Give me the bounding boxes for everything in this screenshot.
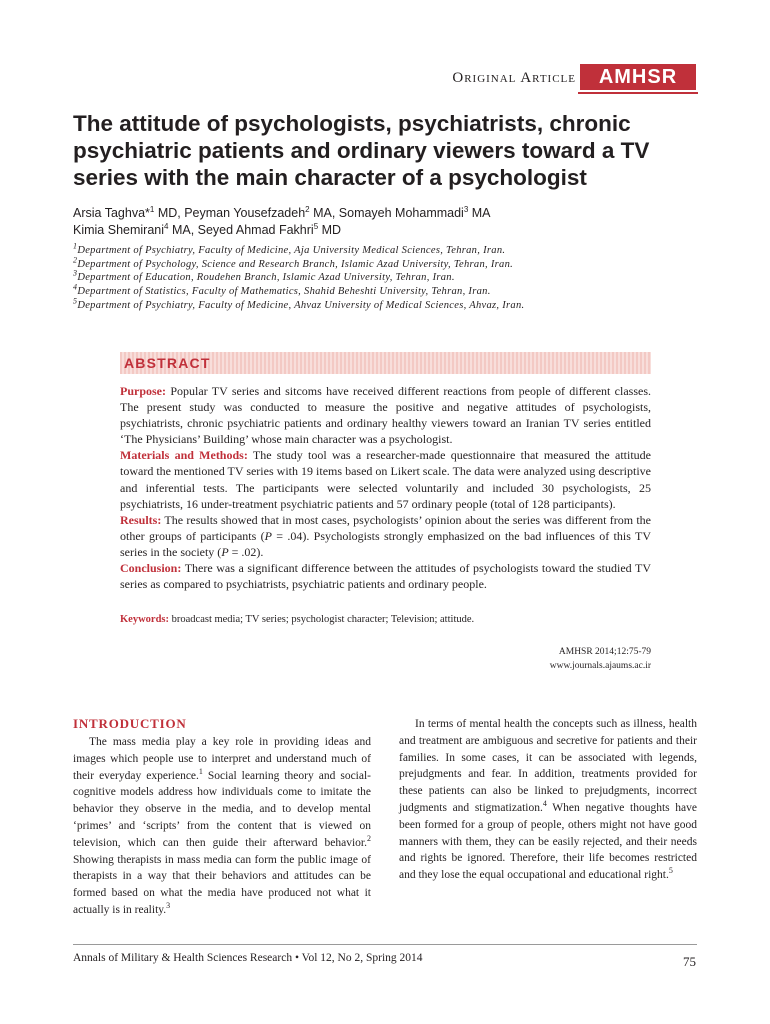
journal-url: www.journals.ajaums.ac.ir: [549, 660, 651, 671]
author-name: Kimia Shemirani: [73, 223, 165, 237]
abstract-purpose: [120, 383, 651, 447]
affiliation-item: [73, 268, 713, 285]
author-name: Peyman Yousefzadeh: [184, 206, 306, 220]
author-degree: MD,: [154, 206, 185, 220]
intro-column-left: [73, 734, 371, 919]
paragraph-text: The mass media play a key role in providing ideas and images which people use to interpret and understand much of their everyday experience.: [73, 736, 371, 782]
affiliation-number: 4: [73, 282, 78, 292]
footer-journal-info: Annals of Military & Health Sciences Research • Vol 12, No 2, Spring 2014: [73, 952, 423, 964]
citation-reference: AMHSR 2014;12:75-79: [558, 647, 651, 657]
author-name: Seyed Ahmad Fakhri: [197, 223, 314, 237]
affiliation-number: 5: [73, 296, 78, 306]
paragraph-text: When negative thoughts have been formed for a group of people, others might not have good manners with them, they can be easily rejected, and their needs and rights be ignored. Therefore, their life becomes restricted and they lose the equal occupational and educational right.: [399, 801, 697, 882]
article-title: The attitude of psychologists, psychiatrists, chronic psychiatric patients and ordinary viewers toward a TV series with the main character of a psychologist: [73, 111, 650, 190]
affiliation-item: [73, 296, 713, 313]
keywords: [120, 613, 651, 627]
intro-paragraph-1: [73, 734, 371, 919]
results-heading: Results:: [120, 512, 162, 527]
purpose-text: Popular TV series and sitcoms have received different reactions from people of different classes. The present study was conducted to measure the positive and negative attitudes of psychologists, psychiatrists, chronic psychiatric patients and ordinary healthy viewers toward an Iranian TV series entitled ‘The Physicians’ Building’ whose main character was a psychologist.: [120, 384, 651, 447]
author-degree: MA: [468, 206, 491, 220]
author-affil-sup: 3: [463, 204, 469, 214]
reference-sup: 3: [166, 901, 171, 911]
author-degree: MD: [318, 223, 342, 237]
intro-column-right: [399, 716, 697, 884]
reference-sup: 2: [367, 833, 371, 843]
affiliation-text: Department of Education, Roudehen Branch, Islamic Azad University, Tehran, Iran.: [77, 272, 455, 284]
introduction-heading: INTRODUCTION: [73, 716, 187, 731]
citation-block: [420, 646, 651, 673]
affiliation-list: [73, 241, 713, 313]
abstract-methods: [120, 447, 651, 511]
paragraph-text: In terms of mental health the concepts such as illness, health and treatment are ambiguous and secretive for patients and their families. In some cases, it can be associated with legends, prejudgments and fear. In addition, treatments provided for these patients can also be linked to prejudgments, incorrect judgments and stigmatization.: [399, 718, 697, 814]
affiliation-number: 2: [73, 255, 78, 265]
page-number: 75: [683, 954, 696, 969]
header-rule: [578, 92, 698, 94]
affiliation-text: Department of Statistics, Faculty of Mathematics, Shahid Beheshti University, Tehran, Iran.: [77, 286, 491, 298]
abstract-conclusion: [120, 560, 651, 592]
affiliation-text: Department of Psychology, Science and Research Branch, Islamic Azad University, Tehran, Iran.: [77, 258, 514, 270]
abstract-body: [120, 383, 651, 592]
reference-sup: 5: [668, 866, 673, 876]
results-text: = .02).: [228, 544, 264, 559]
author-line-2: [73, 222, 713, 239]
journal-logo: AMHSR: [580, 64, 696, 90]
keywords-text: broadcast media; TV series; psychologist character; Television; attitude.: [169, 614, 475, 625]
author-affil-sup: 1: [149, 204, 155, 214]
section-label: Original Article: [452, 70, 576, 86]
author-affil-sup: 2: [305, 204, 310, 214]
keywords-heading: Keywords:: [120, 614, 169, 625]
author-line-1: [73, 205, 713, 222]
methods-text: The study tool was a researcher-made questionnaire that measured the attitude toward the mentioned TV series with 19 items based on Likert scale. The data were analyzed using descriptive and inferential tests. The participants were selected voluntarily and included 30 psychologists, 25 psychiatrists, 16 under-treatment psychiatric patients and 57 ordinary people (total of 128 participants).: [120, 448, 651, 511]
abstract-results: [120, 512, 651, 560]
author-name: Arsia Taghva*: [73, 206, 150, 220]
footer-rule: [73, 944, 697, 945]
affiliation-item: [73, 255, 713, 272]
purpose-heading: Purpose:: [120, 384, 166, 398]
paragraph-text: Showing therapists in mass media can form the public image of therapists in a way that their behaviors and attitudes can be formed based on what the media have produced not what it actually is in reality.: [73, 853, 371, 916]
author-affil-sup: 5: [313, 221, 319, 231]
abstract-heading: ABSTRACT: [124, 355, 211, 371]
affiliation-text: Department of Psychiatry, Faculty of Medicine, Ahvaz University of Medical Sciences, Ahvaz, Iran.: [77, 299, 525, 311]
affiliation-number: 1: [73, 241, 78, 251]
p-value-symbol: P: [264, 528, 272, 543]
affiliation-number: 3: [73, 268, 78, 278]
p-value-symbol: P: [221, 544, 229, 559]
author-degree: MA,: [168, 223, 198, 237]
results-text: = .04). Psychologists strongly emphasized on the bad influences of this TV series in the society (: [120, 528, 651, 559]
author-degree: MA,: [309, 206, 339, 220]
paragraph-text: Social learning theory and social-cognitive models address how individuals come to imitate the behavior they observe in the media, and to develop mental ‘primes’ and ‘scripts’ from the content that is viewed on television, which can then guide their afterward behavior.: [73, 769, 371, 849]
conclusion-heading: Conclusion:: [120, 561, 182, 576]
reference-sup: 4: [542, 799, 547, 809]
intro-paragraph-2: [399, 716, 697, 884]
author-name: Somayeh Mohammadi: [338, 206, 464, 220]
conclusion-text: There was a significant difference between the attitudes of psychologists toward the studied TV series as compared to psychiatrists, psychiatric patients and ordinary people.: [120, 561, 651, 592]
author-affil-sup: 4: [164, 221, 169, 231]
author-list: [73, 205, 713, 239]
methods-heading: Materials and Methods:: [120, 448, 248, 463]
affiliation-item: [73, 282, 713, 299]
affiliation-item: [73, 241, 713, 258]
reference-sup: 1: [198, 766, 203, 776]
results-text: The results showed that in most cases, psychologists’ opinion about the series was different from the other groups of participants (: [120, 512, 651, 543]
affiliation-text: Department of Psychiatry, Faculty of Medicine, Aja University Medical Sciences, Tehran, Iran.: [77, 245, 506, 256]
